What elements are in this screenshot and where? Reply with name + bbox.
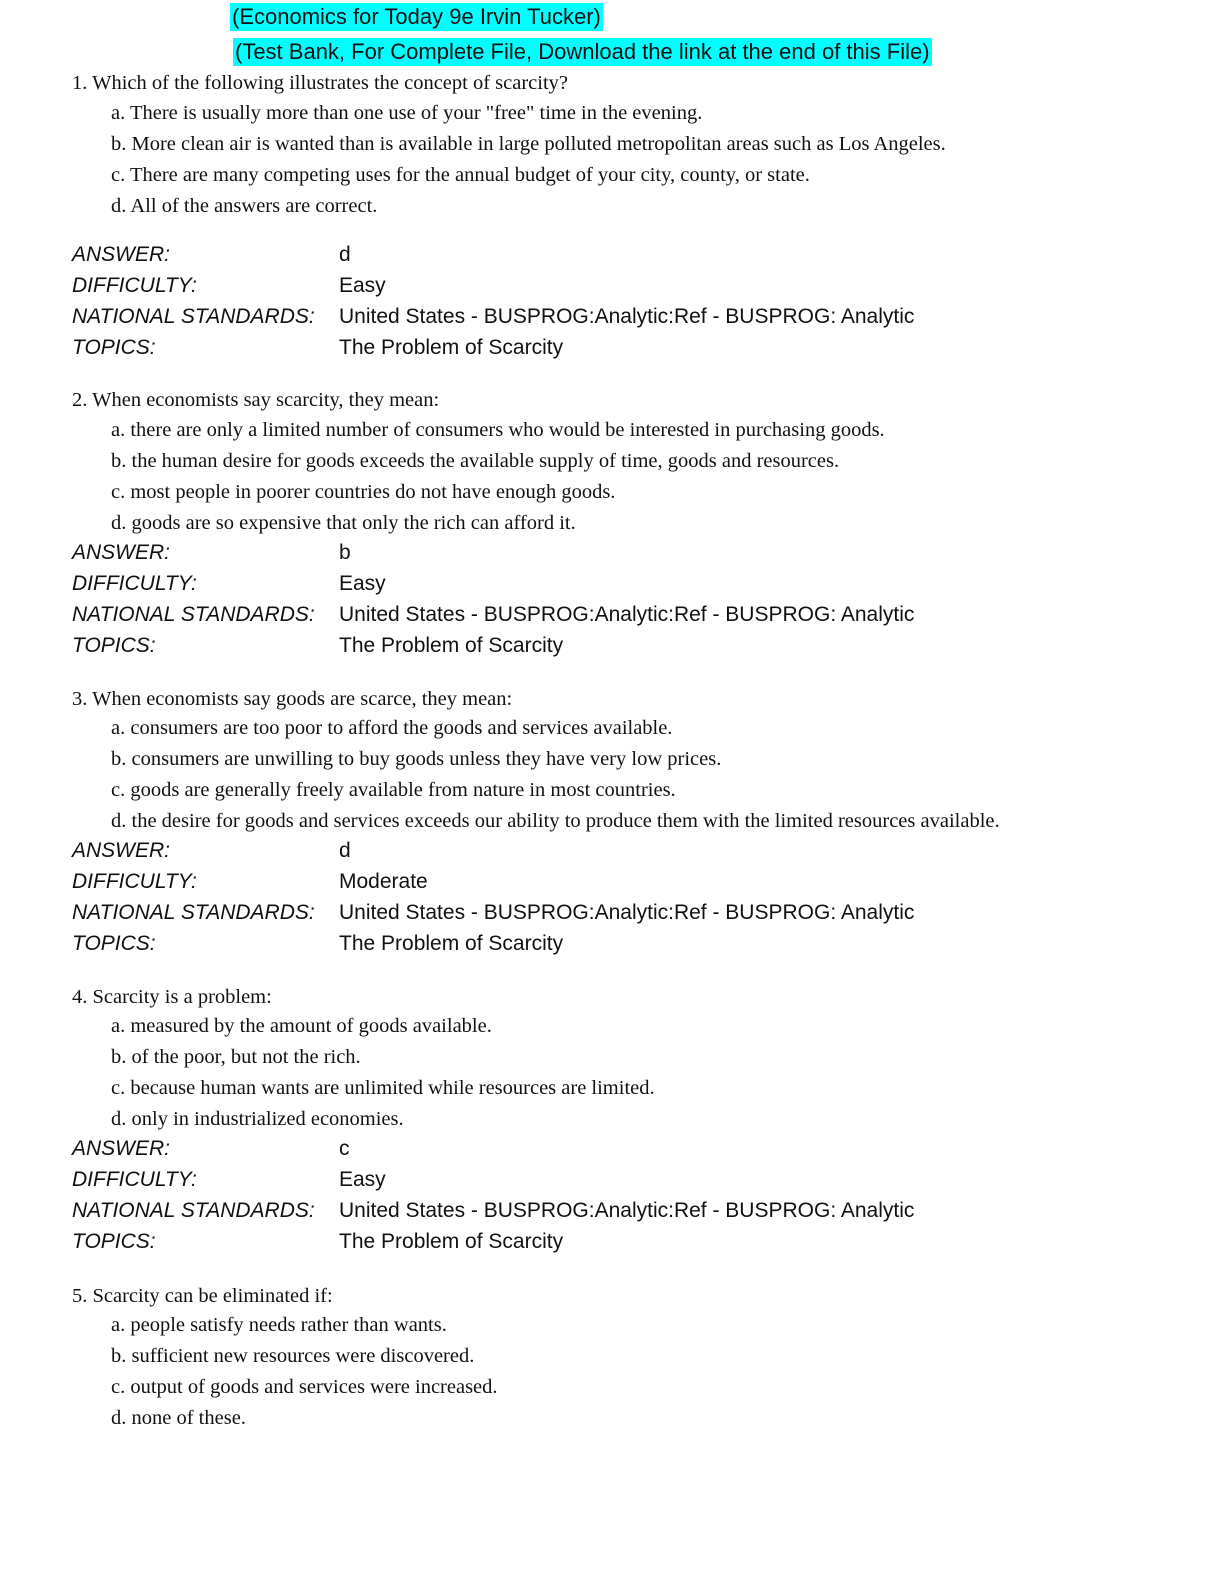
answer-label: ANSWER:	[72, 541, 171, 564]
standards-value: United States - BUSPROG:Analytic:Ref - BUSPROG: Analytic	[339, 1199, 915, 1222]
question-stem: 3. When economists say goods are scarce, they mean:	[72, 688, 513, 710]
standards-value: United States - BUSPROG:Analytic:Ref - BUSPROG: Analytic	[339, 305, 915, 328]
difficulty-label: DIFFICULTY:	[72, 572, 197, 595]
topics-value: The Problem of Scarcity	[339, 336, 564, 359]
option-a: a. measured by the amount of goods available.	[111, 1015, 492, 1037]
option-c: c. because human wants are unlimited while resources are limited.	[111, 1077, 655, 1099]
option-c: c. goods are generally freely available from nature in most countries.	[111, 779, 676, 801]
question-stem: 2. When economists say scarcity, they mean:	[72, 389, 440, 411]
topics-value: The Problem of Scarcity	[339, 634, 564, 657]
option-d: d. the desire for goods and services exceeds our ability to produce them with the limited resources available.	[111, 810, 1000, 832]
answer-value: b	[339, 541, 351, 564]
option-a: a. people satisfy needs rather than wants.	[111, 1314, 447, 1336]
document-title: (Economics for Today 9e Irvin Tucker)	[232, 4, 601, 29]
option-b: b. consumers are unwilling to buy goods unless they have very low prices.	[111, 748, 722, 770]
option-c: c. There are many competing uses for the annual budget of your city, county, or state.	[111, 164, 810, 186]
answer-value: c	[339, 1137, 350, 1160]
standards-label: NATIONAL STANDARDS:	[72, 1199, 315, 1222]
difficulty-label: DIFFICULTY:	[72, 1168, 197, 1191]
option-d: d. none of these.	[111, 1407, 246, 1429]
topics-label: TOPICS:	[72, 336, 156, 359]
standards-label: NATIONAL STANDARDS:	[72, 305, 315, 328]
difficulty-label: DIFFICULTY:	[72, 870, 197, 893]
option-b: b. sufficient new resources were discovered.	[111, 1345, 475, 1367]
difficulty-value: Easy	[339, 1168, 386, 1191]
option-d: d. goods are so expensive that only the rich can afford it.	[111, 512, 576, 534]
answer-value: d	[339, 839, 351, 862]
topics-value: The Problem of Scarcity	[339, 932, 564, 955]
difficulty-value: Easy	[339, 274, 386, 297]
option-d: d. All of the answers are correct.	[111, 195, 378, 217]
difficulty-label: DIFFICULTY:	[72, 274, 197, 297]
option-b: b. More clean air is wanted than is available in large polluted metropolitan areas such as Los Angeles.	[111, 133, 946, 155]
option-c: c. output of goods and services were increased.	[111, 1376, 498, 1398]
question-stem: 1. Which of the following illustrates the concept of scarcity?	[72, 72, 569, 94]
answer-label: ANSWER:	[72, 839, 171, 862]
option-c: c. most people in poorer countries do not have enough goods.	[111, 481, 616, 503]
answer-label: ANSWER:	[72, 243, 171, 266]
option-a: a. consumers are too poor to afford the goods and services available.	[111, 717, 673, 739]
standards-value: United States - BUSPROG:Analytic:Ref - BUSPROG: Analytic	[339, 901, 915, 924]
question-stem: 5. Scarcity can be eliminated if:	[72, 1285, 333, 1307]
option-d: d. only in industrialized economies.	[111, 1108, 404, 1130]
answer-label: ANSWER:	[72, 1137, 171, 1160]
answer-value: d	[339, 243, 351, 266]
option-b: b. the human desire for goods exceeds the available supply of time, goods and resources.	[111, 450, 840, 472]
document-subtitle: (Test Bank, For Complete File, Download the link at the end of this File)	[235, 39, 930, 64]
option-a: a. There is usually more than one use of your "free" time in the evening.	[111, 102, 703, 124]
option-b: b. of the poor, but not the rich.	[111, 1046, 361, 1068]
topics-label: TOPICS:	[72, 1230, 156, 1253]
standards-value: United States - BUSPROG:Analytic:Ref - BUSPROG: Analytic	[339, 603, 915, 626]
difficulty-value: Moderate	[339, 870, 428, 893]
topics-value: The Problem of Scarcity	[339, 1230, 564, 1253]
difficulty-value: Easy	[339, 572, 386, 595]
topics-label: TOPICS:	[72, 932, 156, 955]
standards-label: NATIONAL STANDARDS:	[72, 901, 315, 924]
question-stem: 4. Scarcity is a problem:	[72, 986, 272, 1008]
standards-label: NATIONAL STANDARDS:	[72, 603, 315, 626]
option-a: a. there are only a limited number of consumers who would be interested in purchasing goods.	[111, 419, 885, 441]
topics-label: TOPICS:	[72, 634, 156, 657]
